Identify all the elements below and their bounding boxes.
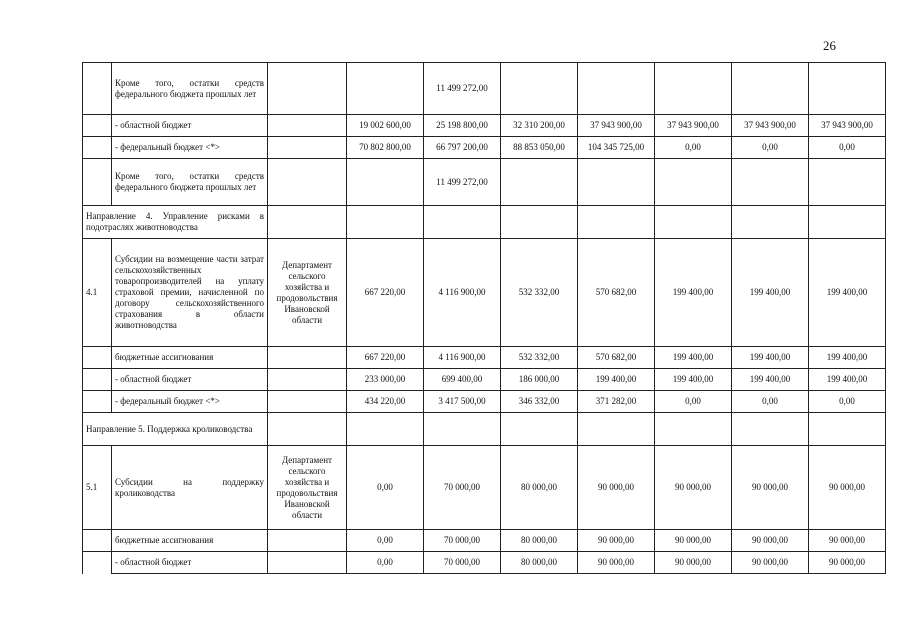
direction-row [83,413,886,446]
amount-cell: 70 000,00 [424,530,501,552]
amount-cell [578,63,655,115]
row-name: бюджетные ассигнования [112,347,268,369]
empty-cell [268,206,347,239]
empty-cell [578,413,655,446]
amount-cell: 0,00 [347,446,424,530]
amount-cell: 199 400,00 [809,239,886,347]
table-row [83,369,886,391]
amount-cell: 88 853 050,00 [501,137,578,159]
direction-row [83,206,886,239]
amount-cell: 37 943 900,00 [655,115,732,137]
row-index [83,63,112,115]
empty-cell [655,413,732,446]
responsible-dept [268,115,347,137]
amount-cell: 346 332,00 [501,391,578,413]
amount-cell [809,63,886,115]
amount-cell: 570 682,00 [578,347,655,369]
amount-cell: 66 797 200,00 [424,137,501,159]
amount-cell: 90 000,00 [578,446,655,530]
empty-cell [268,413,347,446]
amount-cell: 667 220,00 [347,239,424,347]
budget-table [82,62,886,574]
table-row [83,347,886,369]
row-index [83,391,112,413]
row-name: Субсидии на поддержку кролиководства [112,446,268,530]
amount-cell: 90 000,00 [809,446,886,530]
amount-cell: 199 400,00 [655,347,732,369]
amount-cell: 90 000,00 [732,552,809,574]
empty-cell [578,206,655,239]
amount-cell: 32 310 200,00 [501,115,578,137]
amount-cell [809,159,886,206]
table-row [83,63,886,115]
amount-cell: 233 000,00 [347,369,424,391]
row-name: - областной бюджет [112,369,268,391]
amount-cell: 80 000,00 [501,530,578,552]
amount-cell: 37 943 900,00 [732,115,809,137]
amount-cell: 199 400,00 [732,347,809,369]
empty-cell [347,206,424,239]
row-name: - федеральный бюджет <*> [112,391,268,413]
responsible-dept [268,137,347,159]
amount-cell: 570 682,00 [578,239,655,347]
amount-cell: 37 943 900,00 [578,115,655,137]
responsible-dept [268,63,347,115]
direction-title: Направление 5. Поддержка кролиководства [83,413,268,446]
amount-cell: 104 345 725,00 [578,137,655,159]
page-number: 26 [823,38,836,53]
amount-cell: 90 000,00 [732,530,809,552]
row-index: 4.1 [83,239,112,347]
amount-cell [347,159,424,206]
amount-cell: 11 499 272,00 [424,63,501,115]
responsible-dept [268,530,347,552]
amount-cell [501,63,578,115]
row-name: бюджетные ассигнования [112,530,268,552]
empty-cell [655,206,732,239]
empty-cell [347,413,424,446]
amount-cell: 699 400,00 [424,369,501,391]
row-index [83,137,112,159]
amount-cell: 0,00 [655,137,732,159]
amount-cell: 70 802 800,00 [347,137,424,159]
amount-cell: 11 499 272,00 [424,159,501,206]
amount-cell: 199 400,00 [809,347,886,369]
amount-cell: 667 220,00 [347,347,424,369]
amount-cell: 90 000,00 [809,530,886,552]
amount-cell: 0,00 [809,391,886,413]
amount-cell: 90 000,00 [578,552,655,574]
amount-cell: 3 417 500,00 [424,391,501,413]
row-name: - областной бюджет [112,552,268,574]
responsible-dept [268,159,347,206]
row-index [83,369,112,391]
amount-cell: 90 000,00 [655,446,732,530]
amount-cell [501,159,578,206]
amount-cell: 532 332,00 [501,347,578,369]
row-index [83,552,112,574]
table-row [83,446,886,530]
amount-cell: 199 400,00 [578,369,655,391]
amount-cell: 434 220,00 [347,391,424,413]
amount-cell [732,159,809,206]
amount-cell: 19 002 600,00 [347,115,424,137]
amount-cell: 90 000,00 [655,552,732,574]
amount-cell: 199 400,00 [809,369,886,391]
empty-cell [501,206,578,239]
table-row [83,530,886,552]
amount-cell: 532 332,00 [501,239,578,347]
amount-cell: 90 000,00 [732,446,809,530]
empty-cell [809,206,886,239]
row-name: Кроме того, остатки средств федерального бюджета прошлых лет [112,159,268,206]
row-index [83,159,112,206]
row-index [83,115,112,137]
responsible-dept [268,552,347,574]
row-name: Кроме того, остатки средств федерального бюджета прошлых лет [112,63,268,115]
amount-cell [732,63,809,115]
amount-cell [347,63,424,115]
empty-cell [424,206,501,239]
amount-cell: 70 000,00 [424,552,501,574]
table-row [83,391,886,413]
responsible-dept [268,391,347,413]
table-row [83,115,886,137]
empty-cell [424,413,501,446]
amount-cell [578,159,655,206]
amount-cell: 25 198 800,00 [424,115,501,137]
table-row [83,239,886,347]
amount-cell: 4 116 900,00 [424,239,501,347]
responsible-dept [268,347,347,369]
amount-cell: 80 000,00 [501,446,578,530]
amount-cell: 0,00 [655,391,732,413]
empty-cell [732,206,809,239]
responsible-dept: Департамент сельского хозяйства и продовольствия Ивановской области [268,239,347,347]
amount-cell: 199 400,00 [732,239,809,347]
amount-cell: 37 943 900,00 [809,115,886,137]
amount-cell [655,159,732,206]
amount-cell: 0,00 [347,530,424,552]
empty-cell [501,413,578,446]
responsible-dept [268,369,347,391]
row-name: - областной бюджет [112,115,268,137]
amount-cell: 4 116 900,00 [424,347,501,369]
amount-cell [655,63,732,115]
amount-cell: 0,00 [809,137,886,159]
row-index [83,347,112,369]
amount-cell: 199 400,00 [732,369,809,391]
row-name: Субсидии на возмещение части затрат сельскохозяйственных товаропроизводителей на уплату страховой премии, начисленной по договору сельскохозяйственного страхования в области животноводства [112,239,268,347]
row-index [83,530,112,552]
amount-cell: 80 000,00 [501,552,578,574]
amount-cell: 70 000,00 [424,446,501,530]
amount-cell: 0,00 [732,137,809,159]
amount-cell: 371 282,00 [578,391,655,413]
amount-cell: 90 000,00 [809,552,886,574]
amount-cell: 199 400,00 [655,369,732,391]
table-row [83,159,886,206]
amount-cell: 90 000,00 [578,530,655,552]
amount-cell: 199 400,00 [655,239,732,347]
direction-title: Направление 4. Управление рисками в подотраслях животноводства [83,206,268,239]
table-row [83,137,886,159]
amount-cell: 0,00 [347,552,424,574]
responsible-dept: Департамент сельского хозяйства и продовольствия Ивановской области [268,446,347,530]
amount-cell: 90 000,00 [655,530,732,552]
amount-cell: 0,00 [732,391,809,413]
row-index: 5.1 [83,446,112,530]
amount-cell: 186 000,00 [501,369,578,391]
table-row [83,552,886,574]
empty-cell [732,413,809,446]
row-name: - федеральный бюджет <*> [112,137,268,159]
empty-cell [809,413,886,446]
